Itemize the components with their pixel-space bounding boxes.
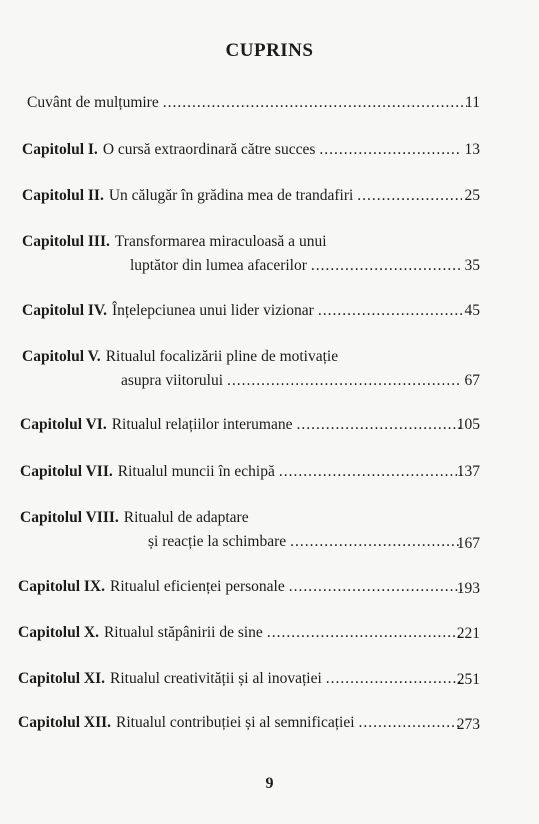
entry-title: Un călugăr în grădina mea de trandafiri: [108, 187, 354, 204]
toc-line-continued: [130, 257, 462, 275]
chapter-label: Capitolul XII.: [18, 714, 112, 731]
entry-title: Cuvânt de mulțumire: [27, 94, 159, 111]
entry-title: Transformarea miraculoasă a unui: [114, 233, 327, 250]
entry-title: Ritualul contribuției și al semnificației: [116, 714, 355, 731]
chapter-label: Capitolul V.: [22, 348, 101, 365]
toc-line: [22, 187, 462, 205]
entry-title: Ritualul muncii în echipă: [117, 463, 275, 480]
page-number: 35: [464, 257, 480, 274]
toc-line: [18, 714, 462, 732]
entry-title: Ritualul de adaptare: [123, 509, 249, 526]
toc-line: [20, 416, 462, 434]
page-number: 13: [464, 141, 480, 158]
page-number: 67: [464, 372, 480, 389]
entry-title: Ritualul relațiilor interumane: [111, 416, 293, 433]
chapter-label: Capitolul VII.: [20, 463, 113, 480]
entry-title-continued: luptător din lumea afacerilor: [130, 257, 307, 274]
toc-line-continued: [148, 533, 462, 551]
chapter-label: Capitolul III.: [22, 233, 110, 250]
entry-title: Ritualul stăpânirii de sine: [103, 624, 263, 641]
chapter-label: Capitolul IX.: [18, 578, 105, 595]
toc-line: [20, 509, 462, 527]
toc-line: [22, 233, 462, 251]
toc-line: [18, 670, 462, 688]
toc-line: [22, 302, 462, 320]
toc-line: [22, 141, 462, 159]
entry-title: Înțelepciunea unui lider vizionar: [112, 302, 314, 319]
entry-title: Ritualul eficienței personale: [110, 578, 285, 595]
toc-line-continued: [121, 372, 462, 390]
chapter-label: Capitolul VIII.: [20, 509, 119, 526]
toc-line: [22, 348, 462, 366]
toc-line: [27, 94, 467, 112]
entry-title: Ritualul focalizării pline de motivație: [105, 348, 339, 365]
page-number: 105: [456, 416, 480, 433]
page-number: 193: [456, 580, 480, 597]
page-number: 45: [464, 302, 480, 319]
footer-page-number: 9: [265, 775, 274, 792]
page-number: 25: [464, 187, 480, 204]
page-number: 167: [456, 535, 480, 552]
entry-title-continued: asupra viitorului: [121, 372, 224, 389]
toc-line: [20, 463, 462, 481]
chapter-label: Capitolul X.: [18, 624, 99, 641]
chapter-label: Capitolul IV.: [22, 302, 107, 319]
page-number: 251: [456, 671, 480, 688]
chapter-label: Capitolul XI.: [18, 670, 105, 687]
page-number: 137: [456, 463, 480, 480]
page-number: 11: [465, 94, 480, 111]
toc-line: [18, 624, 462, 642]
page-number: 273: [456, 716, 480, 733]
page-title: CUPRINS: [225, 40, 314, 61]
page-number: 221: [456, 625, 480, 642]
chapter-label: Capitolul II.: [22, 187, 104, 204]
entry-title: Ritualul creativității și al inovației: [110, 670, 322, 687]
entry-title: O cursă extraordinară către succes: [102, 141, 316, 158]
toc-line: [18, 578, 462, 596]
chapter-label: Capitolul I.: [22, 141, 98, 158]
chapter-label: Capitolul VI.: [20, 416, 107, 433]
entry-title-continued: și reacție la schimbare: [148, 533, 287, 550]
